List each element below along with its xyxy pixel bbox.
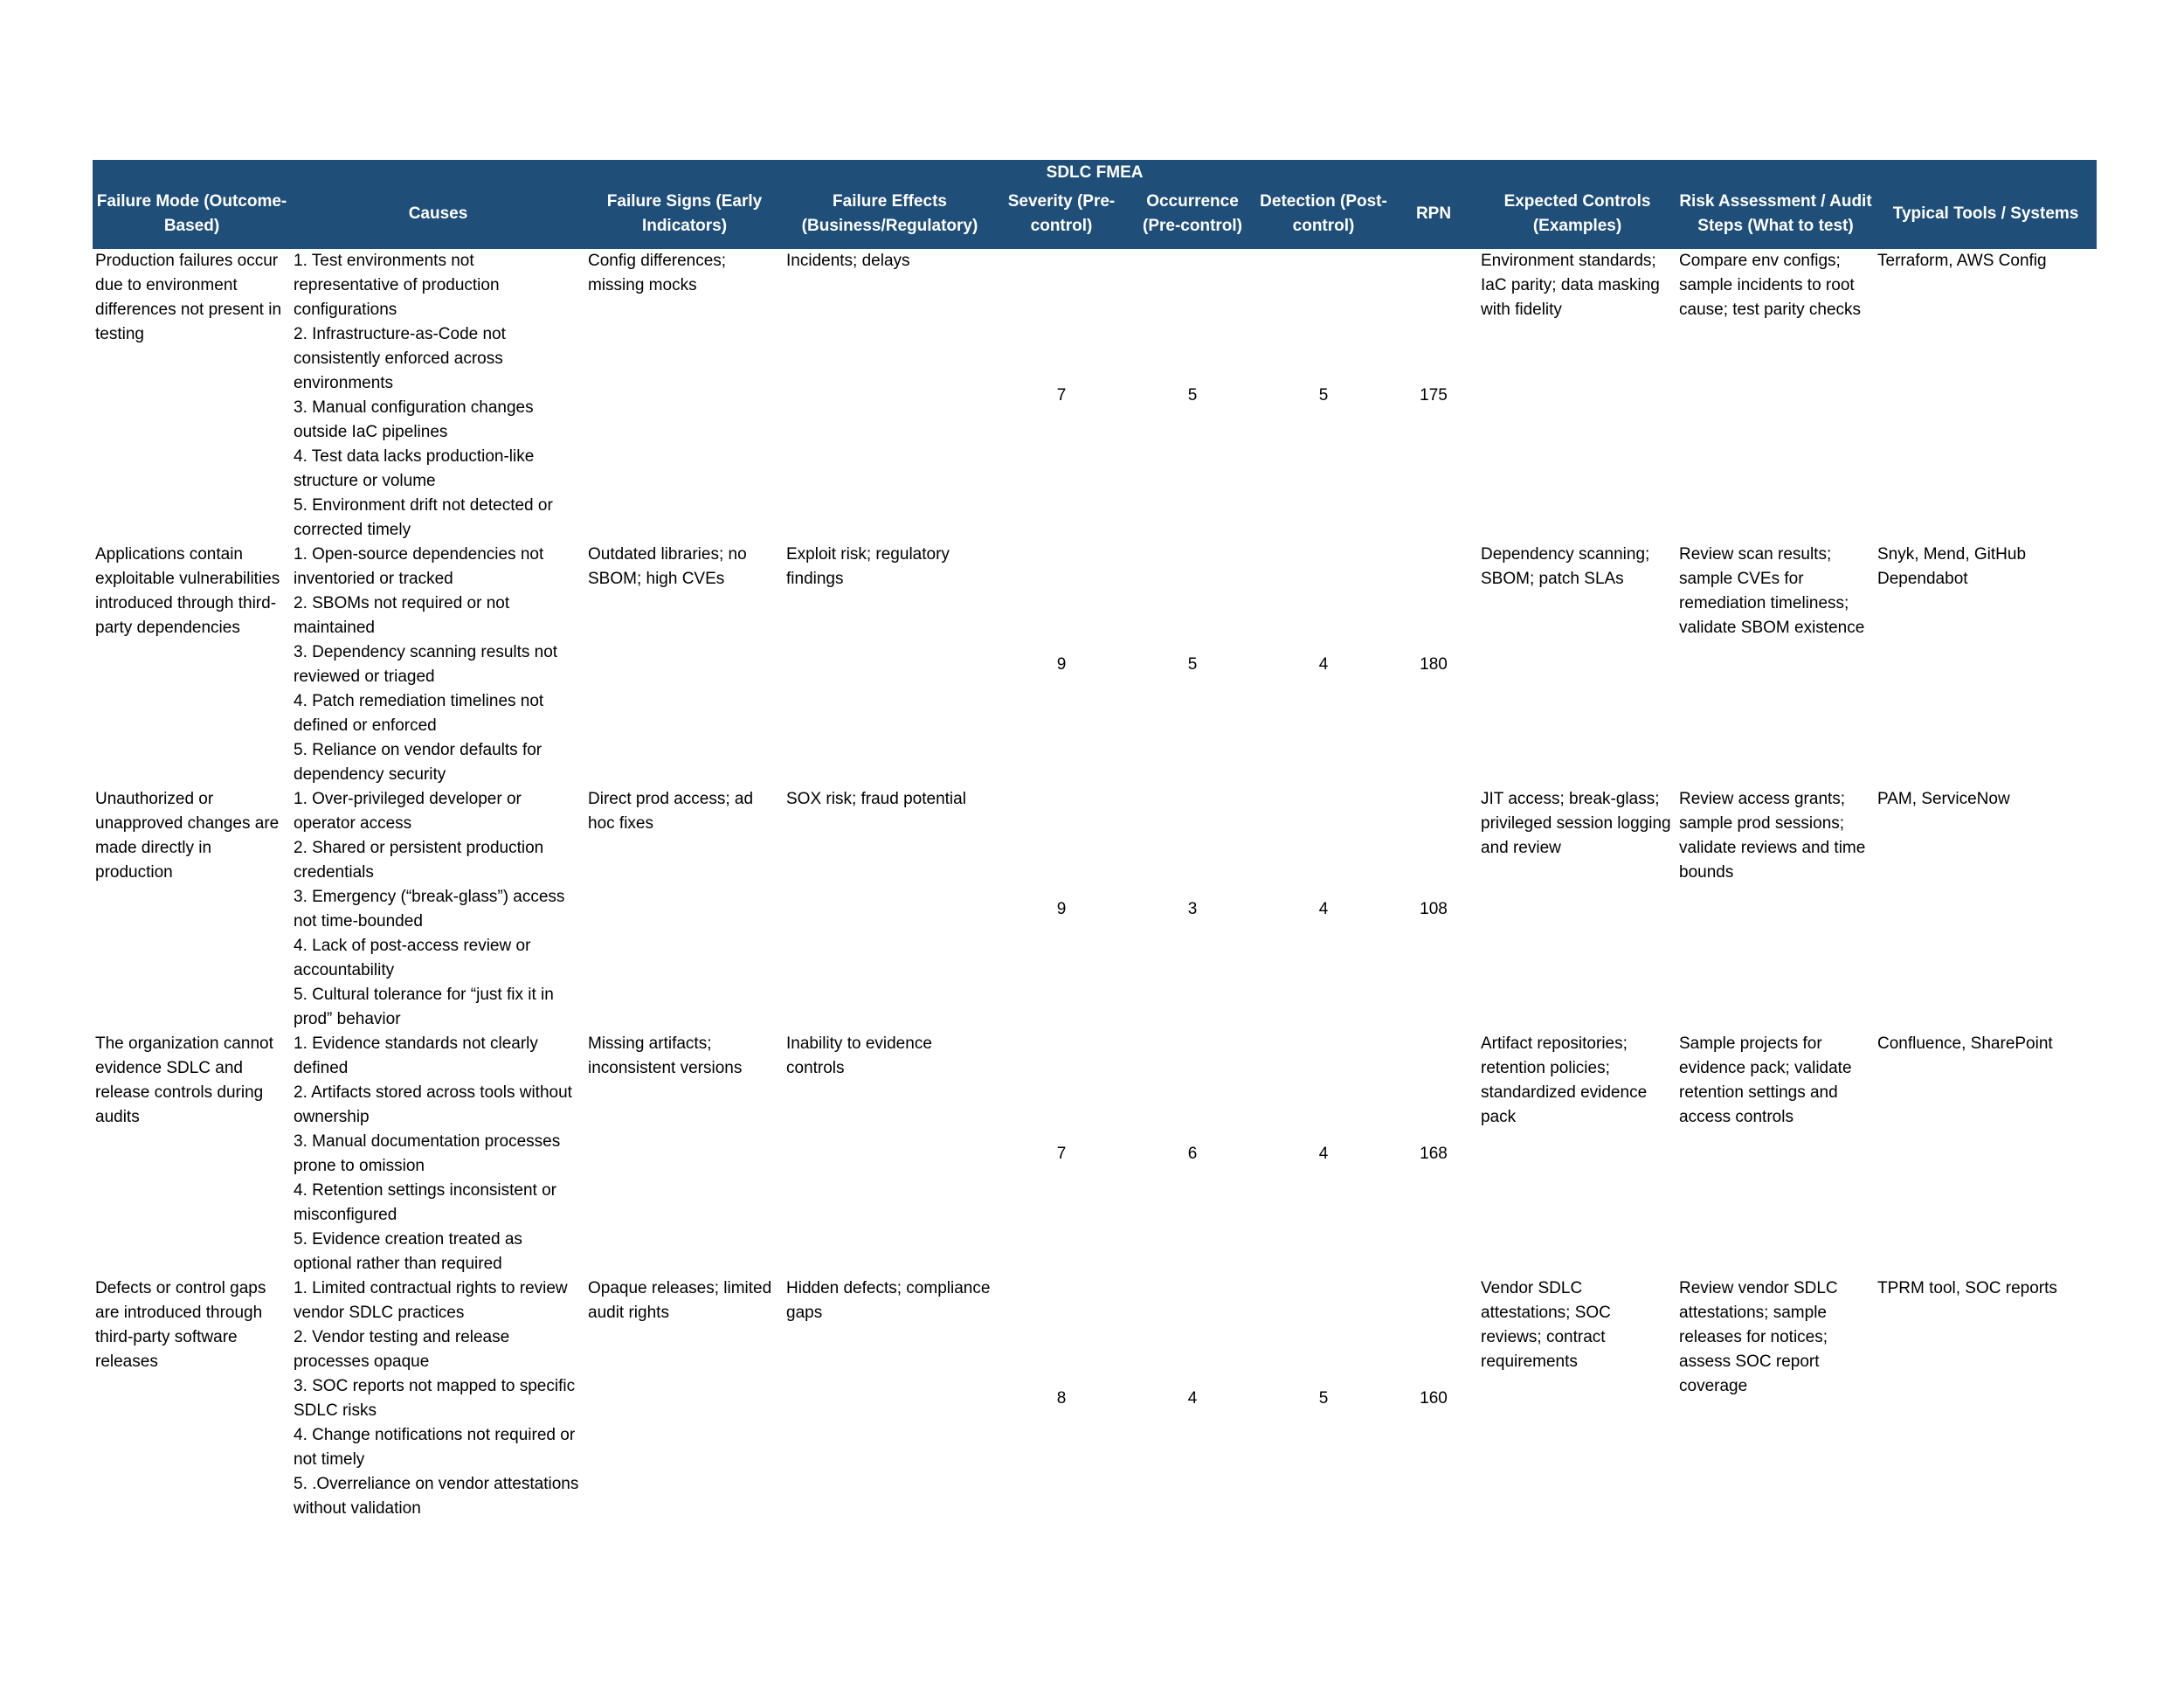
failure-effects-cell: SOX risk; fraud potential <box>786 790 966 808</box>
severity-cell: 7 <box>1056 1145 1067 1163</box>
detection-cell: 5 <box>1318 1389 1329 1408</box>
failure-mode-cell: Applications contain exploitable vulnerabilities introduced through third-party dependencies <box>95 545 280 637</box>
cause-item: 5. Reliance on vendor defaults for dependency security <box>294 741 543 784</box>
cause-item: 2. Shared or persistent production credentials <box>294 839 544 882</box>
cause-item: 1. Open-source dependencies not inventoried or tracked <box>294 545 544 588</box>
causes-cell <box>291 1276 585 1521</box>
header-severity: Severity (Pre-control) <box>996 186 1127 249</box>
cause-item: 1. Over-privileged developer or operator access <box>294 790 522 833</box>
table-row <box>93 1276 2097 1521</box>
expected-controls-cell: Dependency scanning; SBOM; patch SLAs <box>1481 545 1650 588</box>
cause-item: 5. Evidence creation treated as optional rather than required <box>294 1230 522 1273</box>
audit-steps-cell: Review scan results; sample CVEs for remediation timeliness; validate SBOM existence <box>1679 545 1865 637</box>
detection-cell: 4 <box>1318 1145 1329 1163</box>
tools-cell: Terraform, AWS Config <box>1877 252 2047 270</box>
rpn-cell: 168 <box>1420 1145 1448 1163</box>
header-failure-signs: Failure Signs (Early Indicators) <box>585 186 784 249</box>
audit-steps-cell: Compare env configs; sample incidents to root cause; test parity checks <box>1679 252 1862 319</box>
occurrence-cell: 6 <box>1187 1145 1198 1163</box>
header-causes: Causes <box>291 186 585 249</box>
cause-item: 4. Test data lacks production-like structure or volume <box>294 447 535 490</box>
failure-mode-cell: Unauthorized or unapproved changes are made directly in production <box>95 790 280 882</box>
detection-cell: 4 <box>1318 655 1329 674</box>
cause-item: 5. Environment drift not detected or corrected timely <box>294 496 553 539</box>
cause-item: 4. Lack of post-access review or accountability <box>294 937 531 979</box>
occurrence-cell: 4 <box>1187 1389 1198 1408</box>
cause-item: 4. Change notifications not required or not timely <box>294 1426 576 1469</box>
cause-item: 2. Vendor testing and release processes opaque <box>294 1328 510 1371</box>
failure-signs-cell: Direct prod access; ad hoc fixes <box>588 790 754 833</box>
cause-item: 2. Infrastructure-as-Code not consistently enforced across environments <box>294 325 506 392</box>
failure-signs-cell: Missing artifacts; inconsistent versions <box>588 1034 743 1077</box>
table-row <box>93 543 2097 787</box>
tools-cell: PAM, ServiceNow <box>1877 790 2010 808</box>
cause-item: 3. Manual configuration changes outside IaC pipelines <box>294 398 534 441</box>
causes-cell <box>291 1032 585 1276</box>
header-audit-steps: Risk Assessment / Audit Steps (What to test) <box>1676 186 1875 249</box>
cause-item: 2. SBOMs not required or not maintained <box>294 594 510 637</box>
failure-mode-cell: Production failures occur due to environment differences not present in testing <box>95 252 282 343</box>
rpn-cell: 160 <box>1420 1389 1448 1408</box>
header-tools: Typical Tools / Systems <box>1875 186 2097 249</box>
table-row <box>93 249 2097 543</box>
audit-steps-cell: Sample projects for evidence pack; validate retention settings and access controls <box>1679 1034 1852 1126</box>
header-occurrence: Occurrence (Pre-control) <box>1127 186 1258 249</box>
header-detection: Detection (Post-control) <box>1258 186 1389 249</box>
causes-cell <box>291 249 585 543</box>
table-row <box>93 787 2097 1032</box>
failure-effects-cell: Incidents; delays <box>786 252 910 270</box>
expected-controls-cell: Environment standards; IaC parity; data masking with fidelity <box>1481 252 1660 319</box>
occurrence-cell: 3 <box>1187 900 1198 918</box>
cause-item: 1. Evidence standards not clearly defined <box>294 1034 538 1077</box>
cause-item: 5. .Overreliance on vendor attestations without validation <box>294 1475 579 1518</box>
failure-signs-cell: Config differences; missing mocks <box>588 252 727 294</box>
detection-cell: 4 <box>1318 900 1329 918</box>
failure-signs-cell: Outdated libraries; no SBOM; high CVEs <box>588 545 747 588</box>
failure-mode-cell: The organization cannot evidence SDLC and release controls during audits <box>95 1034 273 1126</box>
expected-controls-cell: Vendor SDLC attestations; SOC reviews; contract requirements <box>1481 1279 1611 1371</box>
table-title-row <box>93 160 2097 186</box>
occurrence-cell: 5 <box>1187 655 1198 674</box>
causes-cell <box>291 543 585 787</box>
severity-cell: 8 <box>1056 1389 1067 1408</box>
detection-cell: 5 <box>1318 386 1329 405</box>
cause-item: 4. Patch remediation timelines not defined or enforced <box>294 692 544 735</box>
cause-item: 4. Retention settings inconsistent or misconfigured <box>294 1181 557 1224</box>
tools-cell: TPRM tool, SOC reports <box>1877 1279 2057 1297</box>
cause-item: 3. Manual documentation processes prone to omission <box>294 1132 561 1175</box>
header-failure-mode: Failure Mode (Outcome-Based) <box>93 186 291 249</box>
cause-item: 1. Test environments not representative of production configurations <box>294 252 500 319</box>
failure-signs-cell: Opaque releases; limited audit rights <box>588 1279 772 1322</box>
failure-effects-cell: Exploit risk; regulatory findings <box>786 545 950 588</box>
cause-item: 3. Dependency scanning results not reviewed or triaged <box>294 643 558 686</box>
occurrence-cell: 5 <box>1187 386 1198 405</box>
rpn-cell: 180 <box>1420 655 1448 674</box>
table-row <box>93 1032 2097 1276</box>
header-rpn: RPN <box>1389 186 1478 249</box>
failure-effects-cell: Hidden defects; compliance gaps <box>786 1279 991 1322</box>
header-failure-effects: Failure Effects (Business/Regulatory) <box>784 186 996 249</box>
cause-item: 5. Cultural tolerance for “just fix it in prod” behavior <box>294 986 554 1028</box>
fmea-sheet <box>93 160 2097 1521</box>
severity-cell: 7 <box>1056 386 1067 405</box>
severity-cell: 9 <box>1056 900 1067 918</box>
header-expected-controls: Expected Controls (Examples) <box>1478 186 1676 249</box>
tools-cell: Confluence, SharePoint <box>1877 1034 2053 1053</box>
cause-item: 3. Emergency (“break-glass”) access not time-bounded <box>294 888 565 930</box>
failure-effects-cell: Inability to evidence controls <box>786 1034 932 1077</box>
cause-item: 2. Artifacts stored across tools without ownership <box>294 1083 572 1126</box>
tools-cell: Snyk, Mend, GitHub Dependabot <box>1877 545 2027 588</box>
cause-item: 3. SOC reports not mapped to specific SDLC risks <box>294 1377 576 1420</box>
failure-mode-cell: Defects or control gaps are introduced through third-party software releases <box>95 1279 266 1371</box>
table-header-row <box>93 186 2097 249</box>
rpn-cell: 108 <box>1420 900 1448 918</box>
table-title: SDLC FMEA <box>93 160 2097 186</box>
causes-cell <box>291 787 585 1032</box>
expected-controls-cell: JIT access; break-glass; privileged session logging and review <box>1481 790 1671 857</box>
expected-controls-cell: Artifact repositories; retention policies; standardized evidence pack <box>1481 1034 1648 1126</box>
rpn-cell: 175 <box>1420 386 1448 405</box>
audit-steps-cell: Review vendor SDLC attestations; sample releases for notices; assess SOC report coverage <box>1679 1279 1838 1395</box>
cause-item: 1. Limited contractual rights to review vendor SDLC practices <box>294 1279 568 1322</box>
severity-cell: 9 <box>1056 655 1067 674</box>
fmea-table <box>93 160 2097 1521</box>
audit-steps-cell: Review access grants; sample prod sessions; validate reviews and time bounds <box>1679 790 1866 882</box>
